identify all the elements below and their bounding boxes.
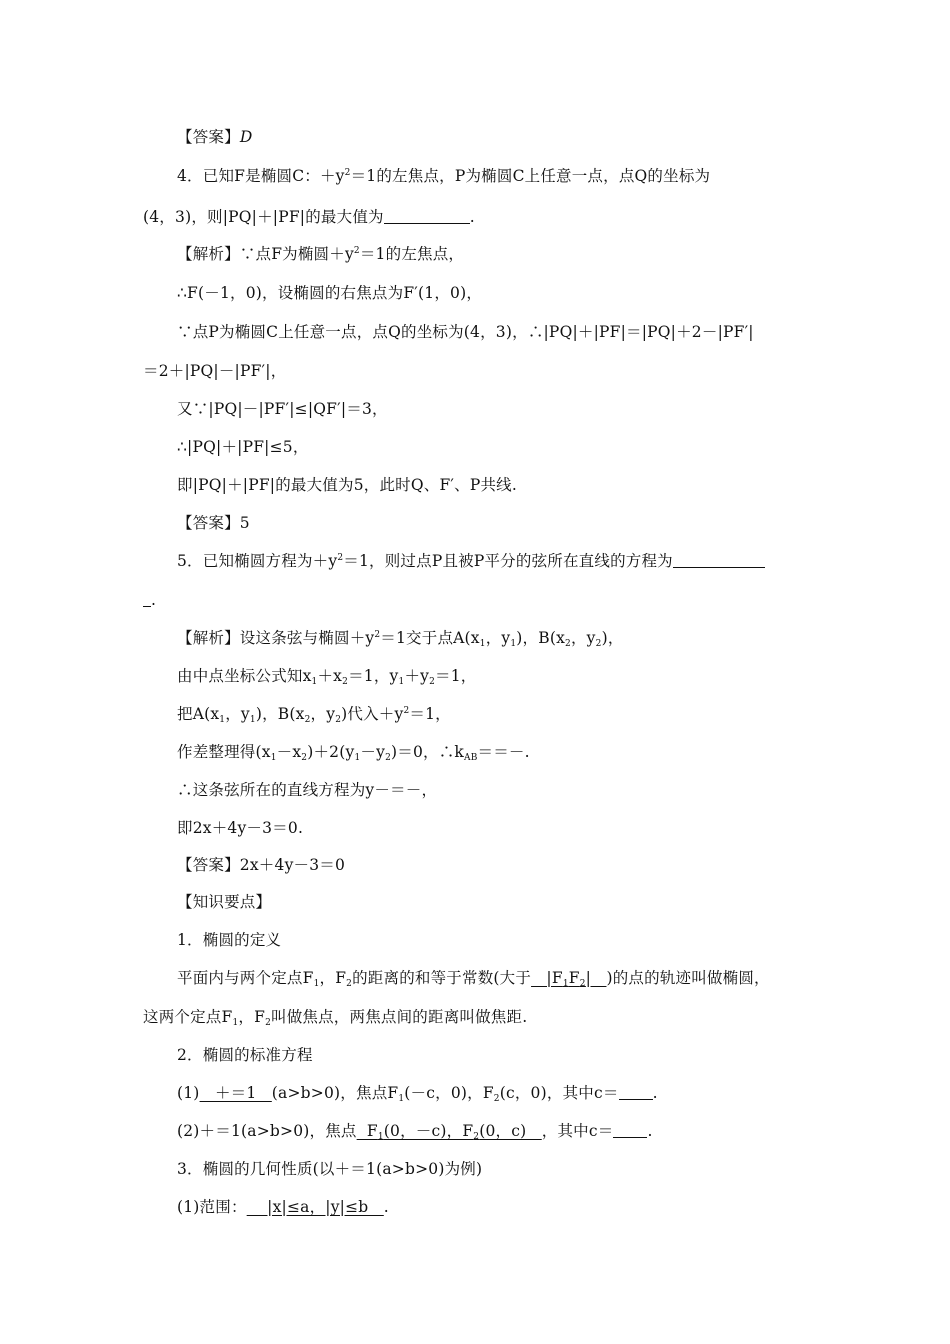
solution-4-line-3: ∵点P为椭圆C上任意一点，点Q的坐标为(4，3)，∴|PQ|＋|PF|＝|PQ|＋2－|PF′| [177, 323, 754, 341]
standard-eq-2: (2)＋＝1(a>b>0)，焦点 $F_1(0$，－c)，$F_2(0$，c) ，其中c＝ . [177, 1122, 653, 1142]
solution-5-line-6: 即2x＋4y－3＝0. [177, 819, 304, 837]
answer-line-5: 【答案】2x＋4y－3＝0 [177, 856, 346, 874]
problem-5-line-2: . [143, 590, 156, 610]
solution-5-line-3: 把$A(x_1$，$y_1$)，$B(x_2$，$y_2$)代入$+y^2=1$， [177, 705, 451, 725]
definition-line-1: 平面内与两个定点$F_1$，$F_2$的距离的和等于常数(大于 $|F_1F_2|$ )的点的轨迹叫做椭圆， [177, 969, 770, 989]
solution-5-line-2: 由中点坐标公式知$x_1+x_2=1$，$y_1+y_2=1$， [177, 667, 477, 687]
standard-eq-1: (1) ＋＝1 (a>b>0)，焦点$F_1(-c$，0)，$F_2(c$，0)，其中c＝ . [177, 1084, 658, 1104]
knowledge-heading: 【知识要点】 [177, 893, 272, 911]
definition-line-2: 这两个定点$F_1$，$F_2$叫做焦点，两焦点间的距离叫做焦距. [143, 1008, 528, 1028]
section-1-title: 1．椭圆的定义 [177, 931, 282, 949]
solution-4-line-2: ∴F(－1，0)，设椭圆的右焦点为F′(1，0)， [177, 284, 483, 302]
problem-5-line-1: 5．已知椭圆方程为$+y^2=1$，则过点P且被P平分的弦所在直线的方程为 [177, 551, 765, 571]
solution-5-line-4: 作差整理得$(x_1-x_2)+2(y_1-y_2)=0$，$\therefore k_{AB}==-$. [177, 743, 530, 763]
solution-4-line-4: ＝2＋|PQ|－|PF′|， [143, 362, 287, 380]
answer-line-4: 【答案】5 [177, 514, 250, 532]
problem-4-line-1: 4．已知F是椭圆C：$+y^2=1$的左焦点，P为椭圆C上任意一点，点Q的坐标为 [177, 167, 711, 185]
section-3-title: 3．椭圆的几何性质(以＋＝1(a>b>0)为例) [177, 1160, 483, 1178]
section-2-title: 2．椭圆的标准方程 [177, 1046, 313, 1064]
property-range: (1)范围： |x|≤a，|y|≤b . [177, 1198, 389, 1216]
solution-4-line-7: 即|PQ|＋|PF|的最大值为5，此时Q、F′、P共线. [177, 476, 518, 494]
solution-5-line-1: 【解析】设这条弦与椭圆$+y^2=1$交于点$A(x_1$，$y_1$)，$B(x_2$，$y_2$)， [177, 629, 624, 649]
solution-4-line-1: 【解析】∵点F为椭圆$+y^2=1$的左焦点， [177, 245, 465, 263]
solution-4-line-6: ∴|PQ|＋|PF|≤5， [177, 438, 309, 456]
problem-4-line-2: (4，3)，则|PQ|＋|PF|的最大值为 . [143, 208, 475, 226]
solution-4-line-5: 又∵|PQ|－|PF′|≤|QF′|＝3， [177, 400, 388, 418]
answer-line-3: 【答案】D [177, 128, 253, 146]
solution-5-line-5: ∴这条弦所在的直线方程为y－＝－， [177, 781, 438, 799]
